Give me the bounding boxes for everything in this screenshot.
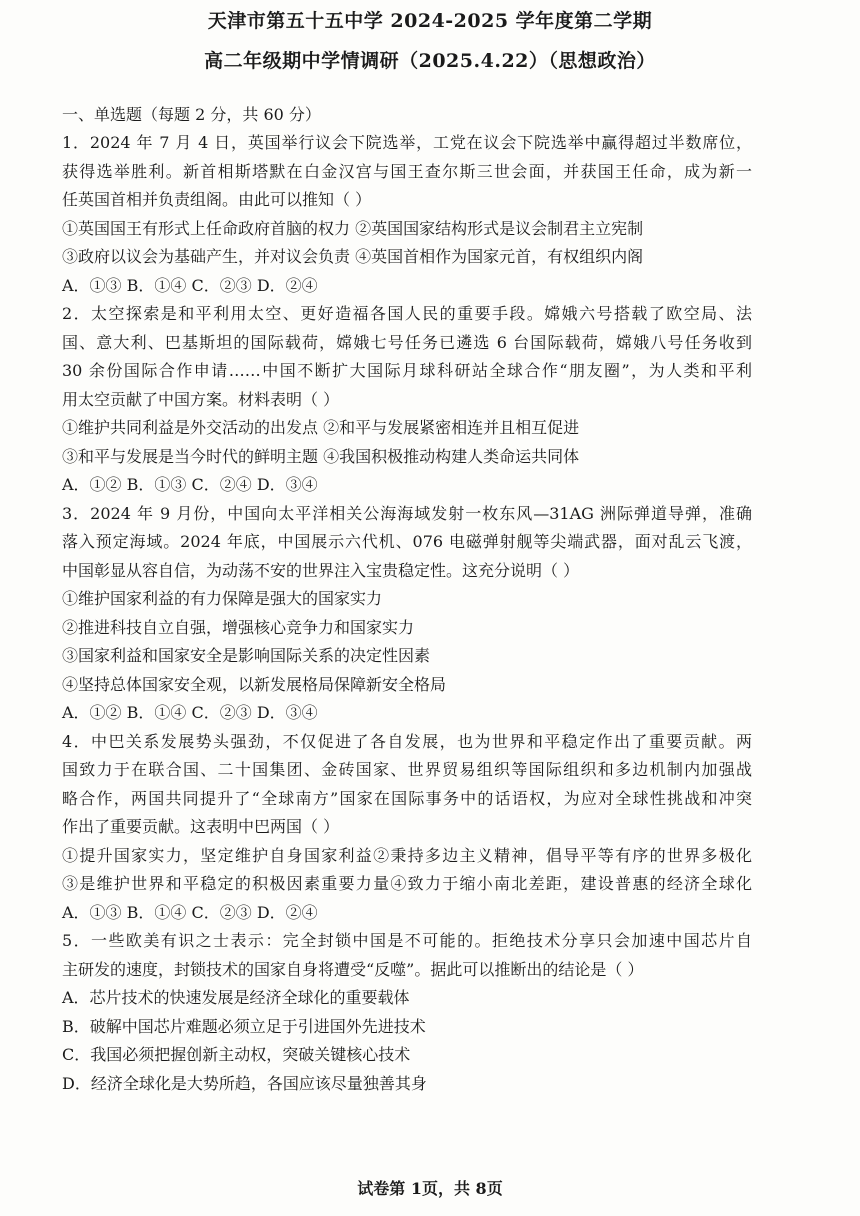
- question-3-choices: A．①② B．①④ C．②③ D．③④: [62, 703, 318, 722]
- question-4-stem-line-2: 国致力于在联合国、二十国集团、金砖国家、世界贸易组织等国际组织和多边机制内加强战: [62, 760, 752, 779]
- question-5-stem-line-2: 主研发的速度，封锁技术的国家自身将遭受“反噬”。据此可以推断出的结论是（ ）: [62, 959, 644, 979]
- question-4-statement-line-2: ③是维护世界和平稳定的积极因素重要力量④致力于缩小南北差距，建设普惠的经济全球化: [62, 874, 752, 893]
- question-5-option-d: D．经济全球化是大势所趋，各国应该尽量独善其身: [62, 1073, 427, 1093]
- question-5: [62, 927, 752, 1098]
- question-3-statement-2: ②推进科技自立自强，增强核心竞争力和国家实力: [62, 617, 415, 637]
- question-5-option-c: C．我国必须把握创新主动权，突破关键核心技术: [62, 1045, 411, 1064]
- question-2-statement-line-2: ③和平与发展是当今时代的鲜明主题 ④我国积极推动构建人类命运共同体: [62, 446, 580, 466]
- question-1-stem-line-1: 1．2024 年 7 月 4 日，英国举行议会下院选举，工党在议会下院选举中赢得超过半数席位，: [62, 133, 752, 152]
- question-3-statement-3: ③国家利益和国家安全是影响国际关系的决定性因素: [62, 646, 431, 665]
- question-4-statement-line-1: ①提升国家实力，坚定维护自身国家利益②秉持多边主义精神，倡导平等有序的世界多极化: [62, 845, 752, 865]
- question-2-stem-line-2: 国、意大利、巴基斯坦的国际载荷，嫦娥七号任务已遴选 6 台国际载荷，嫦娥八号任务收到: [62, 332, 752, 352]
- question-2-stem-line-4: 用太空贡献了中国方案。材料表明（ ）: [62, 389, 340, 409]
- page-footer: 试卷第 1页，共 8页: [357, 1179, 503, 1198]
- exam-title-line2: 高二年级期中学情调研（2025.4.22）（思想政治）: [204, 50, 656, 72]
- question-3-stem-line-1: 3．2024 年 9 月份，中国向太平洋相关公海海域发射一枚东风—31AG 洲际弹道导弹，准确: [62, 503, 752, 523]
- question-1: [62, 129, 752, 300]
- question-1-choices: A．①③ B．①④ C．②③ D．②④: [62, 275, 318, 295]
- question-5-option-a: A．芯片技术的快速发展是经济全球化的重要载体: [62, 988, 410, 1007]
- question-5-stem-line-1: 5．一些欧美有识之士表示：完全封锁中国是不可能的。拒绝技术分享只会加速中国芯片自: [62, 931, 752, 950]
- question-1-statement-line-2: ③政府以议会为基础产生，并对议会负责 ④英国首相作为国家元首，有权组织内阁: [62, 247, 644, 266]
- question-3-statement-1: ①维护国家利益的有力保障是强大的国家实力: [62, 589, 383, 608]
- question-2-statement-line-1: ①维护共同利益是外交活动的出发点 ②和平与发展紧密相连并且相互促进: [62, 418, 580, 437]
- question-3: [62, 500, 752, 728]
- section-heading: 一、单选题（每题 2 分，共 60 分）: [62, 105, 321, 124]
- question-3-stem-line-2: 落入预定海域。2024 年底，中国展示六代机、076 电磁弹射舰等尖端武器，面对乱云飞渡，: [62, 532, 752, 551]
- question-2: [62, 300, 752, 500]
- question-3-statement-4: ④坚持总体国家安全观，以新发展格局保障新安全格局: [62, 674, 447, 694]
- question-2-choices: A．①② B．①③ C．②④ D．③④: [62, 475, 318, 494]
- question-5-option-b: B．破解中国芯片难题必须立足于引进国外先进技术: [62, 1016, 426, 1036]
- question-4-stem-line-4: 作出了重要贡献。这表明中巴两国（ ）: [62, 817, 340, 836]
- question-3-stem-line-3: 中国彰显从容自信，为动荡不安的世界注入宝贵稳定性。这充分说明（ ）: [62, 560, 580, 580]
- question-1-stem-line-2: 获得选举胜利。新首相斯塔默在白金汉宫与国王查尔斯三世会面，并获国王任命，成为新一: [62, 161, 752, 181]
- question-1-stem-line-3: 任英国首相并负责组阁。由此可以推知（ ）: [62, 190, 372, 209]
- question-2-stem-line-1: 2．太空探索是和平利用太空、更好造福各国人民的重要手段。嫦娥六号搭载了欧空局、法: [62, 304, 752, 323]
- question-4-stem-line-3: 略合作，两国共同提升了“全球南方”国家在国际事务中的话语权，为应对全球性挑战和冲突: [62, 788, 752, 808]
- question-1-statement-line-1: ①英国国王有形式上任命政府首脑的权力 ②英国国家结构形式是议会制君主立宪制: [62, 218, 644, 238]
- question-2-stem-line-3: 30 余份国际合作申请……中国不断扩大国际月球科研站全球合作“朋友圈”，为人类和平利: [62, 361, 752, 380]
- question-4-stem-line-1: 4．中巴关系发展势头强劲，不仅促进了各自发展，也为世界和平稳定作出了重要贡献。两: [62, 731, 752, 751]
- question-4-choices: A．①③ B．①④ C．②③ D．②④: [62, 902, 318, 922]
- exam-title-line1: 天津市第五十五中学 2024-2025 学年度第二学期: [207, 10, 653, 32]
- exam-content: [62, 100, 752, 1098]
- question-4: [62, 728, 752, 928]
